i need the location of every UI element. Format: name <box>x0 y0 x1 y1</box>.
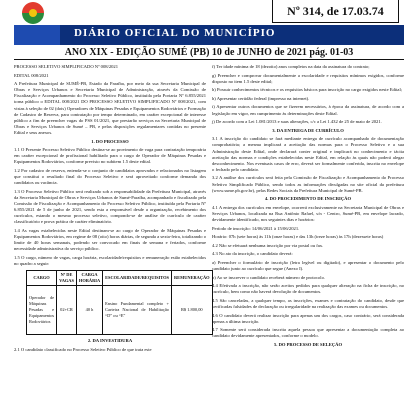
paragraph: Período de inscrição: 14/06/2021 à 15/06/2021. <box>212 225 300 231</box>
issue-line: ANO XIX - EDIÇÃO SUMÉ (PB) 10 de JUNHO de 2021 pág. 01-03 <box>14 47 404 60</box>
vacancy-table <box>26 270 213 335</box>
paragraph: 4.6 O candidato deverá realizar inscrição para apenas um dos cargos, caso contrário, será considerada apenas a última inscrição. <box>212 312 404 324</box>
table-header: ESCOLARIDADE/REQUISITOS <box>103 270 172 285</box>
edition-number-box: Nº 314, de 17.03.74 <box>272 0 399 23</box>
right-column <box>212 64 404 351</box>
table-header: CARGO <box>27 270 57 285</box>
paragraph: g) Preencher e comprovar documentalmente a escolaridade e requisitos mínimos exigidos, conforme disposto no item 1.5 deste edital; <box>212 72 404 84</box>
table-cell: Ensino Fundamental completo + Carteira Nacional de Habilitação “D” ou “E” <box>103 286 172 335</box>
table-header: CARGA HORÁRIA <box>76 270 102 285</box>
process-title: PROCESSO SELETIVO SIMPLIFICADO Nº 008/2021 <box>14 64 119 69</box>
table-cell: R$ 1.800,00 <box>171 286 212 335</box>
emblem-icon <box>29 9 37 17</box>
paragraph: 3.1 A inscrição do candidato se fará mediante entrega de currículo acompanhado de documentação comprobatória; a mesma implicará a aceitação das normas para o Processo Seletivo e a sua Administração deste Edital, onde declarará conter original e implicará no conhecimento e tácita aceitação das normas e condições estabelecidas neste Edital, em relação às quais não poderá alegar desconhecimento. Nos eventuais casos de erro, deverá ser formalmente conferida, inscrita no envelope o fechado pelo candidato. <box>212 136 404 172</box>
paragraph: j) De acordo com a Lei 1.081/2013 e suas alterações, c/c a Lei 1.432 de 25 de maio de 2021. <box>212 119 382 125</box>
paragraph: 1.5 O cargo, número de vagas, carga horária, escolaridade/requisitos e remuneração estão estabelecidos no quadro a seguir: <box>14 254 206 266</box>
paragraph: 4.4 Efetivada a inscrição, não serão aceitos pedidos para qualquer alteração na ficha de inscrição, no currículo, bem como não haverá devolução de documentos. <box>212 283 404 295</box>
section-heading: 3. DA ENTREGA DE CURRÍCULO <box>272 127 344 133</box>
paragraph: 1.3 O Processo Seletivo Público será realizado sob a responsabilidade da Prefeitura Municipal, através da Secretaria Municipal de Obras e Serviços Urbanos de Sumé-Paraíba, acompanhado e fiscalizado pela Comissão de Fiscalização e Acompanhamento do Processo Seletivo Público, instituída pela Portaria Nº 6.855/2021 de 5 de junho de 2021, sendo esta a responsável desde a organização, recebimento dos currículos, estando o mesmo processo seletivo, compondo-se de análise de currículo de caráter classificatório e prova prática de caráter eliminatório. <box>14 188 206 225</box>
table-header: Nº DE VAGAS <box>57 270 77 285</box>
intro-paragraph: A Prefeitura Municipal de SUMÉ-PB, Estado da Paraíba, por meio da sua Secretaria Municipal de Obras e Serviços Urbanos e Secretaria Municipal de Administração, através da Comissão de Fiscalização e Acompanhamento do Processo Seletivo Público, instituída pela Portaria Nº 6.855/2021 torna público o EDITAL 008/2021 DO PROCESSO SELETIVO SIMPLIFICADO Nº 008/2021, com vistas à seleção de 02 (dois) Operadores de Máquinas Pesadas e Equipamentos Rodoviários e Formação de Cadastro de Reserva, para contratação por tempo determinado, em caráter excepcional de interesse público a fim de preencher vagas do PSS 01/2021, que prestarão serviços na Secretaria Municipal de Obras e Serviços Urbanos de Sumé – PB, e pelas disposições regulamentares contidas no presente Edital e seus anexos. <box>14 81 206 135</box>
edital-number: EDITAL 008/2021 <box>14 72 49 78</box>
section-heading: 2. DA INVESTIDURA <box>87 338 133 343</box>
paragraph: 1.4 As vagas estabelecidas neste Edital destinam-se ao cargo de Operador de Máquinas Pesadas e Equipamentos Rodoviários, em regime de 08 (oito) horas diárias, de segunda a sexta-feira, totalizando o limite de 40 horas semanais, podendo ser convocado em finais de semana e feriados, conforme necessidade administrativa do serviço público. <box>14 227 206 252</box>
paragraph: Horário: 07h (sete horas) às 11h (onze horas) e das 13h (treze horas) às 17h (dezessete horas) <box>212 234 384 240</box>
paragraph: b) Ao se inscrever o candidato receberá número de protocolo. <box>212 274 326 280</box>
table-header-row <box>27 270 213 285</box>
paragraph: h) Possuir conhecimentos técnicos e os requisitos básicos para inscrição no cargo exigidos neste Edital; <box>212 87 402 93</box>
section-heading: 1. DO PROCESSO <box>91 138 129 144</box>
table-row <box>27 286 213 335</box>
paragraph: 4.3 No ato da inscrição, o candidato deverá: <box>212 251 293 257</box>
paragraph: 4.7 Somente será considerada inscrita aquela pessoa que apresentar a documentação completa ao candidato devidamente apresentados, conforme o modelo. <box>212 327 404 339</box>
masthead-title: DIÁRIO OFICIAL DO MUNICÍPIO <box>74 27 276 39</box>
table-cell: 40 h <box>76 286 102 335</box>
paragraph: 4.1 A entrega dos currículos em envelope, ocorrerá exclusivamente na Secretaria Municipal de Obras e Serviços Urbanos, localizada na Rua Antônio Rafael, s/n - Centro, Sumé-PB, em envelope lacrado, devidamente identificado, nos seguintes dias e horários: <box>212 204 404 222</box>
paragraph: f) Ter idade mínima de 18 (dezoito) anos completos na data da assinatura do contrato; <box>212 64 370 69</box>
section-heading: 5. DO PROCESSO DE SELEÇÃO <box>273 341 343 347</box>
table-header: REMUNERAÇÃO <box>171 270 212 285</box>
table-cell: 02+CR <box>57 286 77 335</box>
paragraph: i) Apresentar outros documentos que se fizerem necessários, à época da assinatura, de acordo com a legislação em vigor, em cumprimento às determinações deste Edital. <box>212 104 404 116</box>
masthead-band <box>14 25 404 45</box>
paragraph: 2.1 O candidato classificado no Processo Seletivo Público de que trata este <box>14 346 152 352</box>
table-cell: Operador de Máquinas Pesadas e Equipamentos Rodoviários <box>27 286 57 335</box>
paragraph: 1.2 Por cadastro de reserva, entenda-se o conjunto de candidatos aprovados e relacionados no listagem que constitui o resultado final do Processo Seletivo e será aproveitado conforme demanda dos candidatos ou vacância. <box>14 167 206 186</box>
paragraph: 1.1 O Presente Processo Seletivo Público destina-se ao provimento de vaga para contratação temporária em caráter excepcional de profissional habilitado para o cargo de Operador de Máquinas Pesadas e Equipamentos Rodoviários, conforme previsto no subitem 1.5 deste edital. <box>14 147 206 165</box>
paragraph: a) Preencher o formulário de inscrição (letra legível ou digitado), e apresentar o documento pelo candidato junto ao currículo que segue (Anexo I). <box>212 259 404 272</box>
section-heading: 4. DO PROCEDIMENTO DE INSCRIÇÃO <box>264 196 352 202</box>
paragraph: 4.2 Não se efetuará nenhuma inscrição por via postal ou fax. <box>212 242 324 248</box>
left-column <box>14 64 210 355</box>
paragraph: 3.2 A análise dos currículos será feita pela Comissão de Fiscalização e Acompanhamento do Processo Seletivo Simplificado Público, sendo todos as informações divulgadas no site oficial da prefeitura (www.sume.pb.gov.br), pelas Redes Sociais da Prefeitura Municipal de Sumé-PB. <box>212 175 404 193</box>
paragraph: 4.5 São canceladas, a qualquer tempo, as inscrições, exames e contratação do candidato, desde que verificadas falsidades de declaração ou irregularidade na realização das exames ou documentos. <box>212 297 404 309</box>
paragraph: h) Apresentar certidão federal (impresso na internet). <box>212 95 310 101</box>
municipal-logo <box>22 2 44 24</box>
